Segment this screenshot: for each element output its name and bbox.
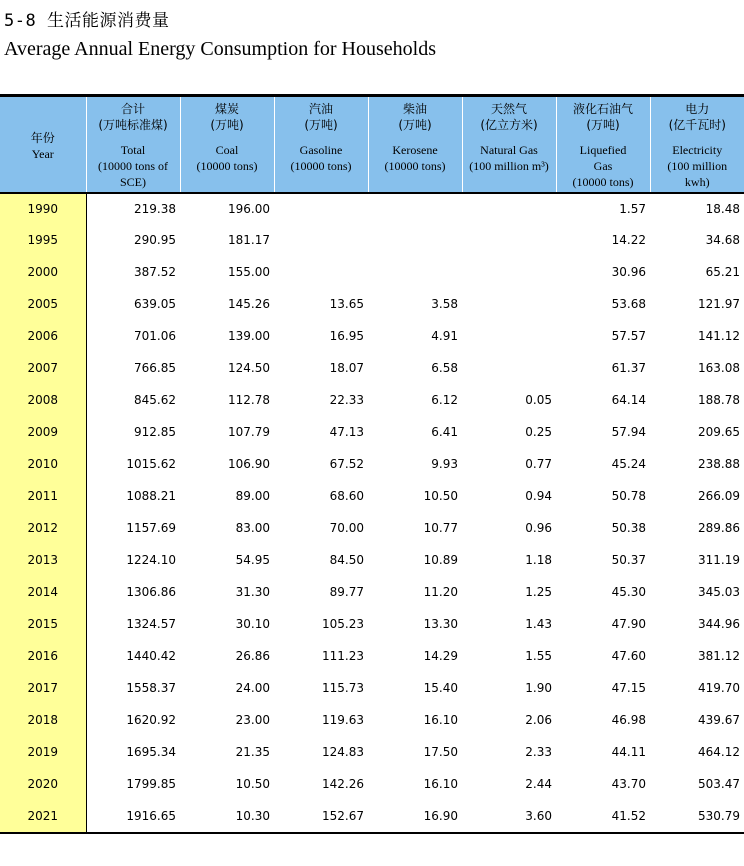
year-cell: 2013 [0,545,86,577]
electricity-cell: 464.12 [698,745,740,759]
electricity-cell: 121.97 [698,297,740,311]
year-cell: 1995 [0,225,86,257]
total-cell: 766.85 [134,361,176,375]
table-row [0,289,744,321]
natural-gas-cell: 0.05 [525,393,552,407]
natural-gas-cell: 0.96 [525,521,552,535]
natural-gas-cell: 0.94 [525,489,552,503]
total-cell: 1916.65 [86,801,180,833]
liquefied-gas-cell: 45.30 [611,585,646,599]
kerosene-cell [368,257,462,289]
natural-gas-cell: 1.90 [525,681,552,695]
year-cell: 2012 [0,513,86,545]
liquefied-gas-cell: 57.94 [611,425,646,439]
kerosene-cell: 16.90 [368,801,462,833]
natural-gas-cell [462,321,556,353]
kerosene-cell: 6.58 [431,361,458,375]
total-cell: 290.95 [134,233,176,247]
col-header-gasoline-cn: 汽油 (万吨) [304,102,338,132]
table-row [0,321,744,353]
year-cell: 2009 [0,417,86,449]
natural-gas-cell [462,353,556,385]
gasoline-cell [274,193,368,225]
electricity-cell: 381.12 [698,649,740,663]
table-row [0,801,744,833]
gasoline-cell: 22.33 [329,393,364,407]
coal-cell: 106.90 [228,457,270,471]
liquefied-gas-cell: 47.60 [611,649,646,663]
kerosene-cell [368,225,462,257]
gasoline-cell: 89.77 [329,585,364,599]
liquefied-gas-cell: 57.57 [611,329,646,343]
electricity-cell: 18.48 [705,202,740,216]
natural-gas-cell: 1.43 [525,617,552,631]
year-cell: 2007 [0,353,86,385]
natural-gas-cell [462,193,556,225]
gasoline-cell: 152.67 [274,801,368,833]
table-row [0,385,744,417]
electricity-cell: 188.78 [698,393,740,407]
year-cell: 2018 [0,705,86,737]
gasoline-cell: 16.95 [329,329,364,343]
col-header-year-en: Year [31,146,54,161]
col-header-natural-gas-en: Natural Gas (100 million m³) [469,143,549,173]
liquefied-gas-cell: 47.90 [611,617,646,631]
coal-cell: 181.17 [228,233,270,247]
kerosene-cell: 17.50 [423,745,458,759]
coal-cell: 24.00 [235,681,270,695]
electricity-cell: 439.67 [698,713,740,727]
electricity-cell: 344.96 [698,617,740,631]
year-cell: 2020 [0,769,86,801]
year-cell: 2014 [0,577,86,609]
coal-cell: 83.00 [235,521,270,535]
coal-cell: 30.10 [235,617,270,631]
kerosene-cell: 9.93 [431,457,458,471]
natural-gas-cell: 1.18 [525,553,552,567]
total-cell: 701.06 [134,329,176,343]
kerosene-cell: 13.30 [423,617,458,631]
kerosene-cell: 16.10 [423,713,458,727]
natural-gas-cell [462,225,556,257]
total-cell: 387.52 [134,265,176,279]
coal-cell: 26.86 [235,649,270,663]
total-cell: 1015.62 [126,457,176,471]
year-cell: 2008 [0,385,86,417]
electricity-cell: 266.09 [698,489,740,503]
liquefied-gas-cell: 50.38 [611,521,646,535]
kerosene-cell: 6.41 [431,425,458,439]
col-header-kerosene-cn: 柴油 (万吨) [398,102,432,132]
kerosene-cell: 10.77 [423,521,458,535]
col-header-coal-en: Coal (10000 tons) [196,143,258,173]
table-row [0,641,744,673]
total-cell: 1558.37 [126,681,176,695]
gasoline-cell: 119.63 [322,713,364,727]
total-cell: 1799.85 [126,777,176,791]
liquefied-gas-cell: 1.57 [619,202,646,216]
liquefied-gas-cell: 50.78 [611,489,646,503]
gasoline-cell [274,225,368,257]
table-row [0,193,744,225]
total-cell: 1695.34 [126,745,176,759]
natural-gas-cell: 1.25 [525,585,552,599]
table-body [0,193,744,833]
coal-cell: 54.95 [235,553,270,567]
natural-gas-cell: 3.60 [462,801,556,833]
table-row [0,609,744,641]
total-cell: 912.85 [134,425,176,439]
kerosene-cell: 11.20 [423,585,458,599]
year-cell: 2011 [0,481,86,513]
natural-gas-cell: 0.77 [525,457,552,471]
liquefied-gas-cell: 53.68 [611,297,646,311]
table-row [0,481,744,513]
year-cell: 2006 [0,321,86,353]
year-cell: 2019 [0,737,86,769]
gasoline-cell: 115.73 [322,681,364,695]
electricity-cell: 345.03 [698,585,740,599]
electricity-cell: 34.68 [705,233,740,247]
coal-cell: 23.00 [235,713,270,727]
table-row [0,225,744,257]
electricity-cell: 419.70 [698,681,740,695]
liquefied-gas-cell: 46.98 [611,713,646,727]
table-row [0,449,744,481]
gasoline-cell [274,257,368,289]
kerosene-cell: 14.29 [423,649,458,663]
kerosene-cell: 15.40 [423,681,458,695]
table-row [0,673,744,705]
year-cell: 2021 [0,801,86,833]
electricity-cell: 65.21 [705,265,740,279]
kerosene-cell: 4.91 [431,329,458,343]
col-header-electricity-cn: 电力 (亿千瓦时) [668,102,726,132]
col-header-total-en: Total (10000 tons of SCE) [98,143,168,189]
electricity-cell: 289.86 [698,521,740,535]
coal-cell: 139.00 [228,329,270,343]
gasoline-cell: 142.26 [322,777,364,791]
col-header-gasoline-en: Gasoline (10000 tons) [290,143,352,173]
total-cell: 639.05 [134,297,176,311]
total-cell: 1088.21 [126,489,176,503]
electricity-cell: 163.08 [698,361,740,375]
total-cell: 1620.92 [126,713,176,727]
table-row [0,737,744,769]
col-header-year-cn: 年份 [30,130,55,145]
table-row [0,545,744,577]
col-header-gasoline [274,96,368,194]
coal-cell: 196.00 [228,202,270,216]
total-cell: 1324.57 [126,617,176,631]
col-header-natural-gas [462,96,556,194]
kerosene-cell [368,193,462,225]
coal-cell: 10.50 [235,777,270,791]
coal-cell: 31.30 [235,585,270,599]
col-header-liquefied-gas [556,96,650,194]
natural-gas-cell: 0.25 [525,425,552,439]
table-row [0,705,744,737]
gasoline-cell: 111.23 [322,649,364,663]
total-cell: 845.62 [134,393,176,407]
col-header-electricity-en: Electricity (100 million kwh) [667,143,728,189]
table-row [0,353,744,385]
electricity-cell: 530.79 [650,801,744,833]
total-cell: 1440.42 [126,649,176,663]
natural-gas-cell: 2.33 [525,745,552,759]
table-row [0,513,744,545]
col-header-year [0,96,86,194]
liquefied-gas-cell: 50.37 [611,553,646,567]
gasoline-cell: 68.60 [329,489,364,503]
liquefied-gas-cell: 47.15 [611,681,646,695]
gasoline-cell: 13.65 [329,297,364,311]
electricity-cell: 209.65 [698,425,740,439]
col-header-electricity [650,96,744,194]
year-cell: 2000 [0,257,86,289]
natural-gas-cell: 1.55 [525,649,552,663]
year-cell: 2010 [0,449,86,481]
table-title-english: Average Annual Energy Consumption for Households [4,38,436,60]
natural-gas-cell [462,257,556,289]
coal-cell: 10.30 [180,801,274,833]
total-cell: 1306.86 [126,585,176,599]
year-cell: 2017 [0,673,86,705]
coal-cell: 89.00 [235,489,270,503]
natural-gas-cell: 2.44 [525,777,552,791]
col-header-total-cn: 合计 (万吨标准煤) [98,102,168,132]
kerosene-cell: 6.12 [431,393,458,407]
kerosene-cell: 16.10 [423,777,458,791]
liquefied-gas-cell: 14.22 [611,233,646,247]
table-title-chinese: 5-8 生活能源消费量 [4,11,170,31]
liquefied-gas-cell: 41.52 [556,801,650,833]
natural-gas-cell [462,289,556,321]
table-row [0,577,744,609]
gasoline-cell: 47.13 [329,425,364,439]
liquefied-gas-cell: 30.96 [611,265,646,279]
year-cell: 2005 [0,289,86,321]
natural-gas-cell: 2.06 [525,713,552,727]
kerosene-cell: 10.50 [423,489,458,503]
col-header-coal-cn: 煤炭 (万吨) [210,102,244,132]
electricity-cell: 141.12 [698,329,740,343]
total-cell: 1157.69 [126,521,176,535]
liquefied-gas-cell: 43.70 [611,777,646,791]
col-header-coal [180,96,274,194]
year-cell: 1990 [0,193,86,225]
table-row [0,257,744,289]
col-header-kerosene [368,96,462,194]
header-row [0,96,744,194]
col-header-natural-gas-cn: 天然气 (亿立方米) [480,102,538,132]
gasoline-cell: 124.83 [322,745,364,759]
total-cell: 1224.10 [126,553,176,567]
electricity-cell: 311.19 [698,553,740,567]
total-cell: 219.38 [134,202,176,216]
coal-cell: 21.35 [235,745,270,759]
kerosene-cell: 3.58 [431,297,458,311]
coal-cell: 145.26 [228,297,270,311]
coal-cell: 124.50 [228,361,270,375]
table-row [0,417,744,449]
coal-cell: 155.00 [228,265,270,279]
gasoline-cell: 67.52 [329,457,364,471]
kerosene-cell: 10.89 [423,553,458,567]
liquefied-gas-cell: 61.37 [611,361,646,375]
year-cell: 2015 [0,609,86,641]
electricity-cell: 238.88 [698,457,740,471]
col-header-liquefied-gas-en: Liquefied Gas (10000 tons) [572,143,634,189]
year-cell: 2016 [0,641,86,673]
gasoline-cell: 70.00 [329,521,364,535]
table-row [0,769,744,801]
gasoline-cell: 105.23 [322,617,364,631]
liquefied-gas-cell: 45.24 [611,457,646,471]
liquefied-gas-cell: 44.11 [611,745,646,759]
gasoline-cell: 18.07 [329,361,364,375]
coal-cell: 107.79 [228,425,270,439]
energy-consumption-table [0,94,744,834]
electricity-cell: 503.47 [698,777,740,791]
col-header-total [86,96,180,194]
gasoline-cell: 84.50 [329,553,364,567]
coal-cell: 112.78 [228,393,270,407]
col-header-kerosene-en: Kerosene (10000 tons) [384,143,446,173]
liquefied-gas-cell: 64.14 [611,393,646,407]
col-header-liquefied-gas-cn: 液化石油气 (万吨) [572,102,633,132]
